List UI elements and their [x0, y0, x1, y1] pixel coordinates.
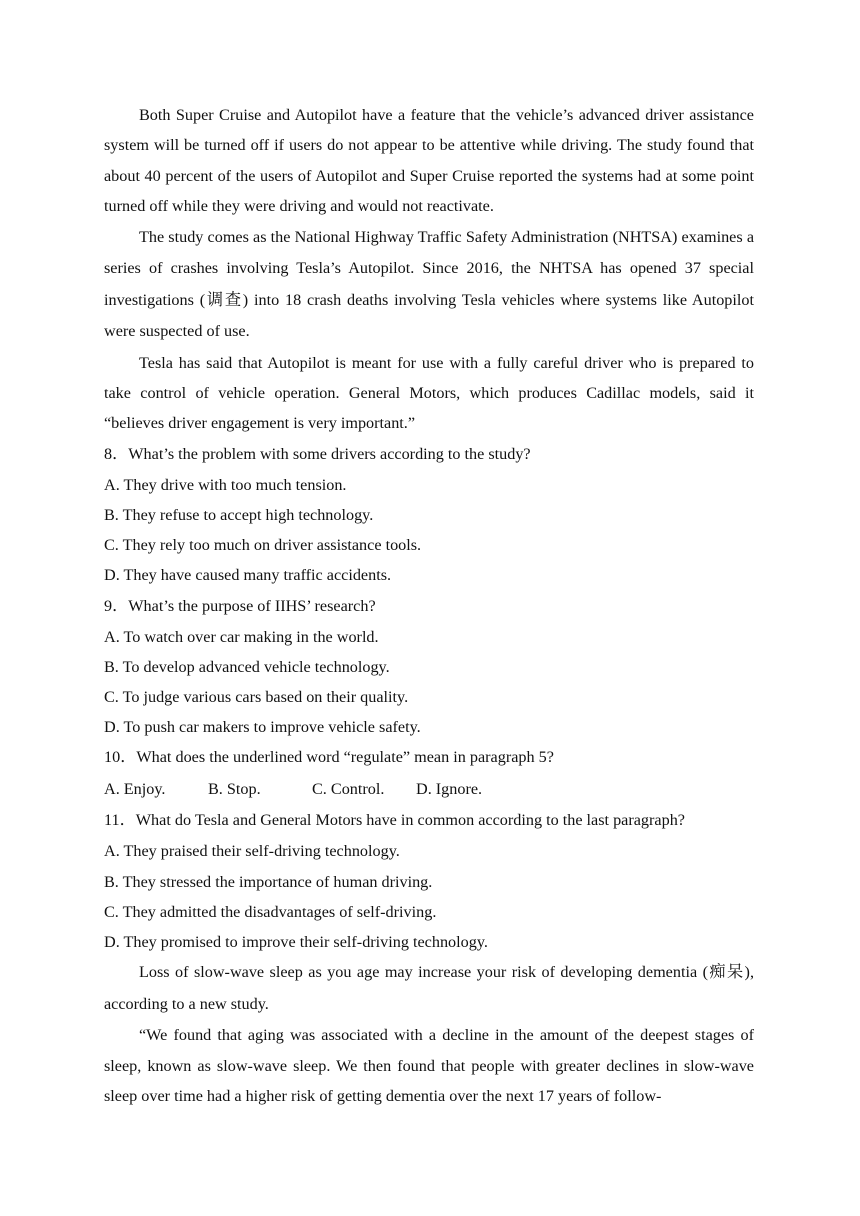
answer-option: B. They refuse to accept high technology.	[104, 506, 374, 525]
question-stem: 8．What’s the problem with some drivers according to the study?	[104, 444, 531, 463]
question-11	[104, 805, 754, 957]
passage-paragraph: “We found that aging was associated with a decline in the amount of the deepest stages of sleep, known as slow-wave sleep. We then found that people with greater declines in slow-wave sleep over time had a higher risk of getting dementia over the next 17 years of follow-	[104, 1026, 754, 1106]
question-stem: 9．What’s the purpose of IIHS’ research?	[104, 596, 376, 615]
answer-options-row	[104, 773, 754, 805]
answer-option: D. They have caused many traffic accidents.	[104, 566, 392, 585]
passage-paragraph: The study comes as the National Highway Traffic Safety Administration (NHTSA) examines a series of crashes involving Tesla’s Autopilot. Since 2016, the NHTSA has opened 37 special investigations (调查) into 18 crash deaths involving Tesla vehicles where systems like Autopilot were suspected of use.	[104, 227, 754, 341]
answer-option: C. To judge various cars based on their quality.	[104, 688, 409, 707]
passage-paragraph: Both Super Cruise and Autopilot have a feature that the vehicle’s advanced driver assistance system will be turned off if users do not appear to be attentive while driving. The study found that about 40 percent of the users of Autopilot and Super Cruise reported the systems had at some point turned off while they were driving and would not reactivate.	[104, 106, 754, 216]
passage-paragraph: Loss of slow-wave sleep as you age may increase your risk of developing dementia (痴呆), according to a new study.	[104, 963, 754, 1013]
answer-option: D. Ignore.	[416, 780, 483, 799]
question-10	[104, 742, 754, 805]
passage-paragraph: Tesla has said that Autopilot is meant for use with a fully careful driver who is prepared to take control of vehicle operation. General Motors, which produces Cadillac models, said it “believes driver engagement is very important.”	[104, 353, 754, 433]
answer-option: A. They praised their self-driving technology.	[104, 842, 400, 861]
answer-option: D. To push car makers to improve vehicle safety.	[104, 718, 421, 737]
answer-option: B. They stressed the importance of human driving.	[104, 872, 433, 891]
answer-option: C. They admitted the disadvantages of self-driving.	[104, 902, 437, 921]
document-page	[104, 100, 754, 1112]
answer-option: D. They promised to improve their self-driving technology.	[104, 933, 488, 952]
answer-option: B. To develop advanced vehicle technology.	[104, 657, 390, 676]
answer-option: C. They rely too much on driver assistance tools.	[104, 536, 422, 555]
answer-option: A. To watch over car making in the world.	[104, 627, 379, 646]
question-8	[104, 439, 754, 591]
question-stem: 11．What do Tesla and General Motors have in common according to the last paragraph?	[104, 811, 685, 830]
question-stem: 10．What does the underlined word “regulate” mean in paragraph 5?	[104, 748, 554, 767]
answer-option: A. Enjoy.	[104, 780, 166, 799]
answer-option: B. Stop.	[208, 780, 261, 799]
answer-option: C. Control.	[312, 780, 385, 799]
answer-option: A. They drive with too much tension.	[104, 475, 347, 494]
question-9	[104, 591, 754, 743]
